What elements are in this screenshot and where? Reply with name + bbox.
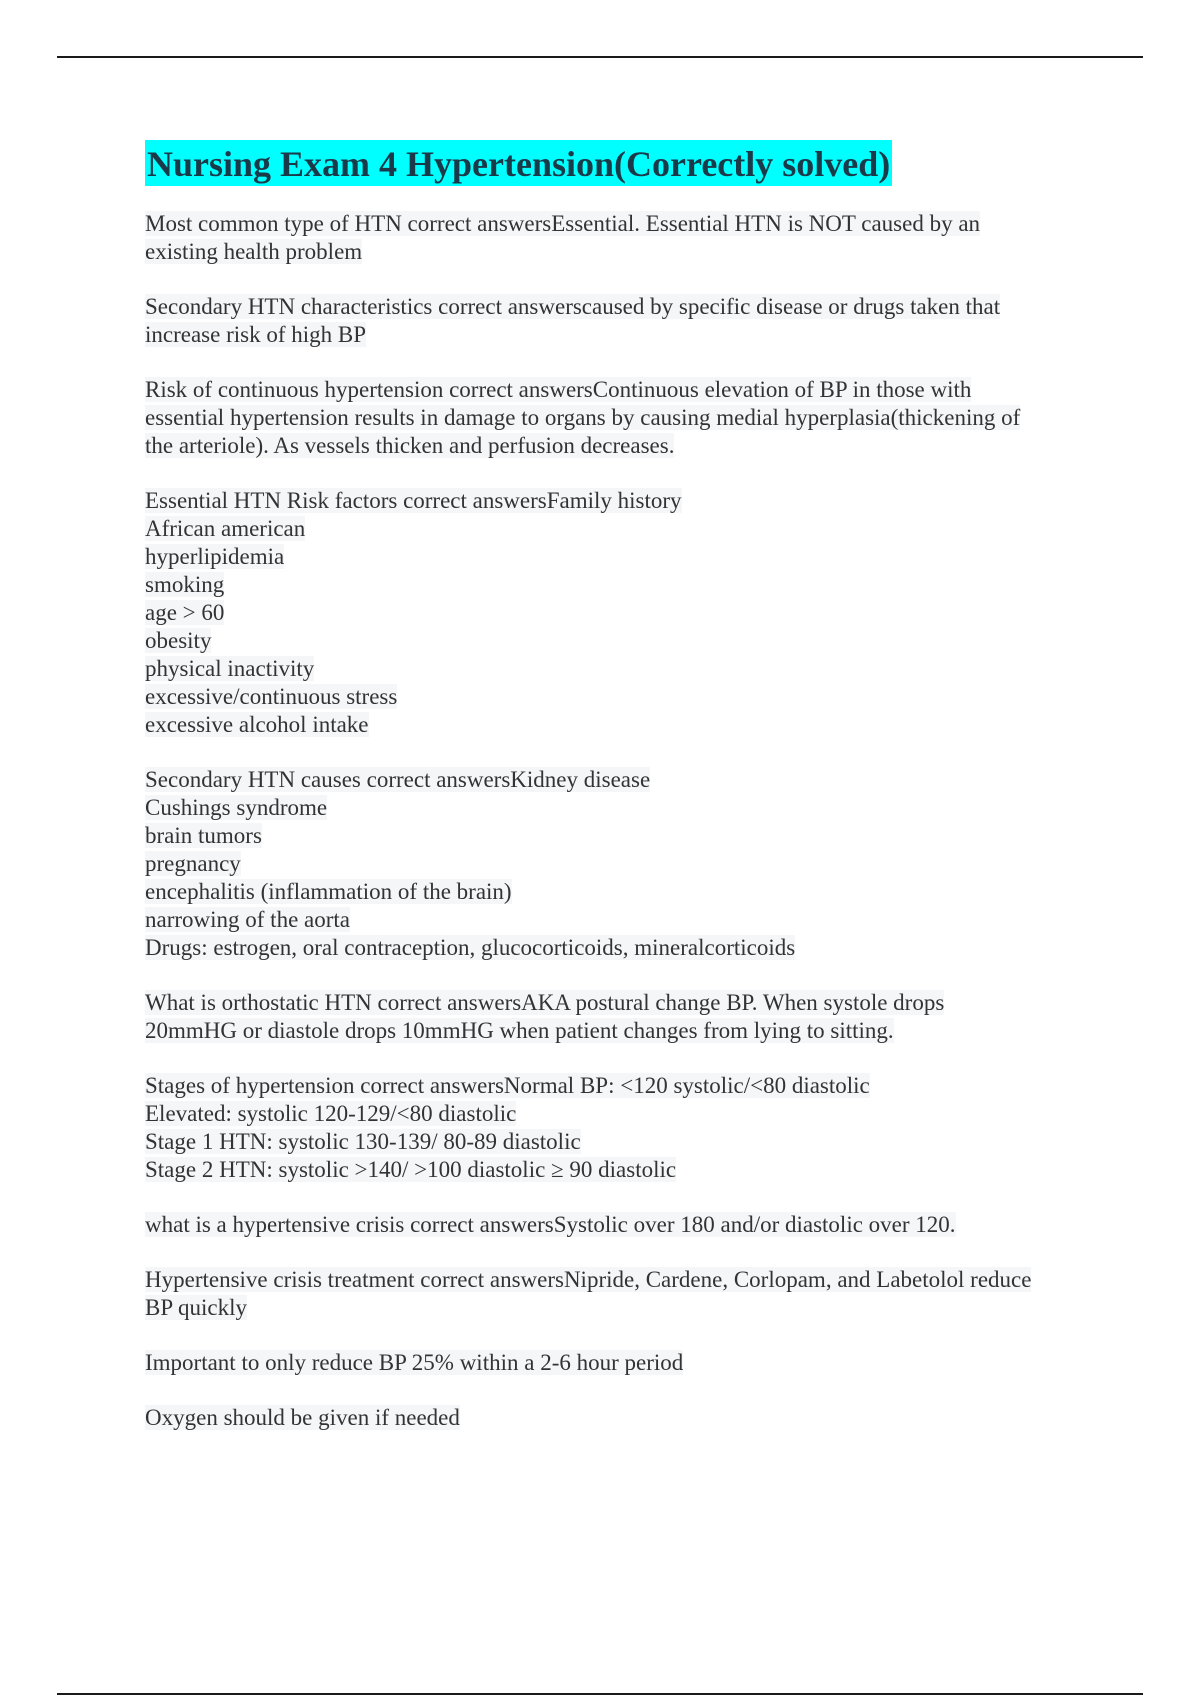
page-content bbox=[145, 140, 1090, 1459]
entry-line bbox=[145, 1128, 1090, 1156]
entry-line-text: hyperlipidemia bbox=[145, 544, 285, 569]
qa-entry bbox=[145, 293, 1090, 349]
entry-line-text: Secondary HTN causes correct answersKidney disease bbox=[145, 767, 651, 792]
entry-line-text: Secondary HTN characteristics correct answerscaused by specific disease or drugs taken that bbox=[145, 294, 1001, 319]
qa-entry bbox=[145, 1072, 1090, 1184]
entry-line-text: brain tumors bbox=[145, 823, 262, 848]
entry-line-text: Elevated: systolic 120-129/<80 diastolic bbox=[145, 1101, 517, 1126]
entry-line bbox=[145, 238, 1090, 266]
entry-line bbox=[145, 404, 1090, 432]
entry-line-text: excessive/continuous stress bbox=[145, 684, 398, 709]
entry-line-text: Stage 1 HTN: systolic 130-139/ 80-89 diastolic bbox=[145, 1129, 581, 1154]
entry-line bbox=[145, 432, 1090, 460]
entry-line-text: BP quickly bbox=[145, 1295, 248, 1320]
entry-line bbox=[145, 571, 1090, 599]
entry-line-text: obesity bbox=[145, 628, 212, 653]
entry-line-text: physical inactivity bbox=[145, 656, 315, 681]
qa-entry bbox=[145, 1211, 1090, 1239]
entry-line-text: Drugs: estrogen, oral contraception, glucocorticoids, mineralcorticoids bbox=[145, 935, 796, 960]
entry-line-text: Stages of hypertension correct answersNormal BP: <120 systolic/<80 diastolic bbox=[145, 1073, 870, 1098]
entry-line-text: Risk of continuous hypertension correct answersContinuous elevation of BP in those with bbox=[145, 377, 972, 402]
entry-line bbox=[145, 822, 1090, 850]
entry-line bbox=[145, 934, 1090, 962]
entry-line-text: Essential HTN Risk factors correct answersFamily history bbox=[145, 488, 682, 513]
entry-line-text: what is a hypertensive crisis correct answersSystolic over 180 and/or diastolic over 120. bbox=[145, 1212, 956, 1237]
qa-entry bbox=[145, 1349, 1090, 1377]
entry-line-text: existing health problem bbox=[145, 239, 363, 264]
entry-line bbox=[145, 766, 1090, 794]
entry-line bbox=[145, 683, 1090, 711]
entry-line bbox=[145, 543, 1090, 571]
entry-line-text: the arteriole). As vessels thicken and perfusion decreases. bbox=[145, 433, 675, 458]
entry-line bbox=[145, 1294, 1090, 1322]
entry-line-text: increase risk of high BP bbox=[145, 322, 367, 347]
document-title: Nursing Exam 4 Hypertension(Correctly solved) bbox=[145, 140, 892, 186]
qa-entry bbox=[145, 376, 1090, 460]
entry-line bbox=[145, 1100, 1090, 1128]
entry-line bbox=[145, 487, 1090, 515]
entry-line bbox=[145, 293, 1090, 321]
entry-line-text: essential hypertension results in damage to organs by causing medial hyperplasia(thickening of bbox=[145, 405, 1021, 430]
qa-entry bbox=[145, 210, 1090, 266]
entry-line bbox=[145, 599, 1090, 627]
entry-line bbox=[145, 655, 1090, 683]
qa-entry bbox=[145, 1404, 1090, 1432]
entry-line bbox=[145, 1404, 1090, 1432]
entry-line bbox=[145, 906, 1090, 934]
entry-line-text: Important to only reduce BP 25% within a 2-6 hour period bbox=[145, 1350, 684, 1375]
entry-line-text: excessive alcohol intake bbox=[145, 712, 369, 737]
entry-line-text: Hypertensive crisis treatment correct answersNipride, Cardene, Corlopam, and Labetolol reduce bbox=[145, 1267, 1032, 1292]
entry-line bbox=[145, 627, 1090, 655]
entry-line-text: 20mmHG or diastole drops 10mmHG when patient changes from lying to sitting. bbox=[145, 1018, 894, 1043]
qa-entries bbox=[145, 210, 1090, 1432]
qa-entry bbox=[145, 766, 1090, 962]
entry-line bbox=[145, 794, 1090, 822]
entry-line-text: Oxygen should be given if needed bbox=[145, 1405, 460, 1430]
entry-line bbox=[145, 1211, 1090, 1239]
entry-line bbox=[145, 850, 1090, 878]
entry-line-text: Cushings syndrome bbox=[145, 795, 328, 820]
entry-line bbox=[145, 1156, 1090, 1184]
entry-line-text: Stage 2 HTN: systolic >140/ >100 diastolic ≥ 90 diastolic bbox=[145, 1157, 677, 1182]
entry-line bbox=[145, 989, 1090, 1017]
entry-line-text: African american bbox=[145, 516, 306, 541]
entry-line bbox=[145, 515, 1090, 543]
entry-line bbox=[145, 210, 1090, 238]
entry-line bbox=[145, 878, 1090, 906]
qa-entry bbox=[145, 1266, 1090, 1322]
entry-line-text: age > 60 bbox=[145, 600, 225, 625]
header-rule bbox=[57, 56, 1143, 58]
entry-line bbox=[145, 711, 1090, 739]
entry-line bbox=[145, 1349, 1090, 1377]
entry-line-text: Most common type of HTN correct answersEssential. Essential HTN is NOT caused by an bbox=[145, 211, 981, 236]
entry-line bbox=[145, 1017, 1090, 1045]
footer-rule bbox=[57, 1693, 1143, 1695]
entry-line-text: encephalitis (inflammation of the brain) bbox=[145, 879, 512, 904]
qa-entry bbox=[145, 487, 1090, 739]
entry-line-text: What is orthostatic HTN correct answersAKA postural change BP. When systole drops bbox=[145, 990, 945, 1015]
entry-line bbox=[145, 1072, 1090, 1100]
entry-line bbox=[145, 1266, 1090, 1294]
entry-line-text: narrowing of the aorta bbox=[145, 907, 351, 932]
qa-entry bbox=[145, 989, 1090, 1045]
entry-line bbox=[145, 376, 1090, 404]
entry-line-text: smoking bbox=[145, 572, 225, 597]
entry-line bbox=[145, 321, 1090, 349]
entry-line-text: pregnancy bbox=[145, 851, 241, 876]
